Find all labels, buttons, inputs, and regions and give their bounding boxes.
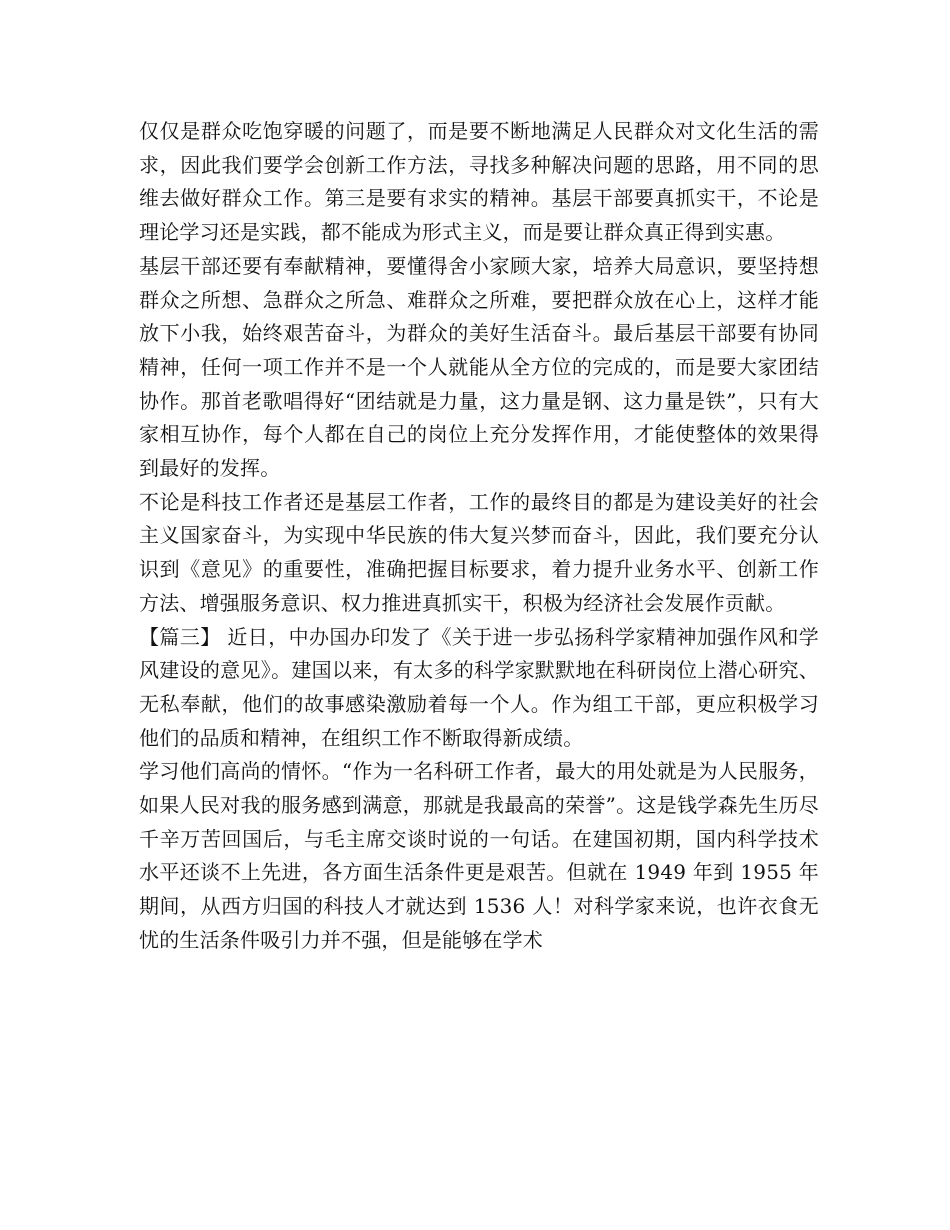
paragraph-3: 不论是科技工作者还是基层工作者，工作的最终目的都是为建设美好的社会主义国家奋斗，为实现中华民族的伟大复兴梦而奋斗，因此，我们要充分认识到《意见》的重要性，准确把握目标要求，着力提升业务水平、创新工作方法、增强服务意识、权力推进真抓实干，积极为经济社会发展作贡献。: [139, 489, 819, 615]
paragraph-2: 基层干部还要有奉献精神，要懂得舍小家顾大家，培养大局意识，要坚持想群众之所想、急群众之所急、难群众之所难，要把群众放在心上，这样才能放下小我，始终艰苦奋斗，为群众的美好生活奋斗。最后基层干部要有协同精神，任何一项工作并不是一个人就能从全方位的完成的，而是要大家团结协作。那首老歌唱得好“团结就是力量，这力量是钢、这力量是铁”，只有大家相互协作，每个人都在自己的岗位上充分发挥作用，才能使整体的效果得到最好的发挥。: [139, 253, 819, 481]
paragraph-1: 仅仅是群众吃饱穿暖的问题了，而是要不断地满足人民群众对文化生活的需求，因此我们要学会创新工作方法，寻找多种解决问题的思路，用不同的思维去做好群众工作。第三是要有求实的精神。基层干部要真抓实干，不论是理论学习还是实践，都不能成为形式主义，而是要让群众真正得到实惠。: [139, 119, 819, 245]
paragraph-5: 学习他们高尚的情怀。“作为一名科研工作者，最大的用处就是为人民服务，如果人民对我的服务感到满意，那就是我最高的荣誉”。这是钱学森先生历尽千辛万苦回国后，与毛主席交谈时说的一句话。在建国初期，国内科学技术水平还谈不上先进，各方面生活条件更是艰苦。但就在 1949 年到 1955 年期间，从西方归国的科技人才就达到 1536 人！对科学家来说，也许衣食无忧的生活条件吸引力并不强，但是能够在学术: [139, 759, 819, 952]
document-page: [139, 115, 819, 958]
paragraph-4: 【篇三】 近日，中办国办印发了《关于进一步弘扬科学家精神加强作风和学风建设的意见》。建国以来，有太多的科学家默默地在科研岗位上潜心研究、无私奉献，他们的故事感染激励着每一个人。作为组工干部，更应积极学习他们的品质和精神，在组织工作不断取得新成绩。: [139, 624, 819, 750]
